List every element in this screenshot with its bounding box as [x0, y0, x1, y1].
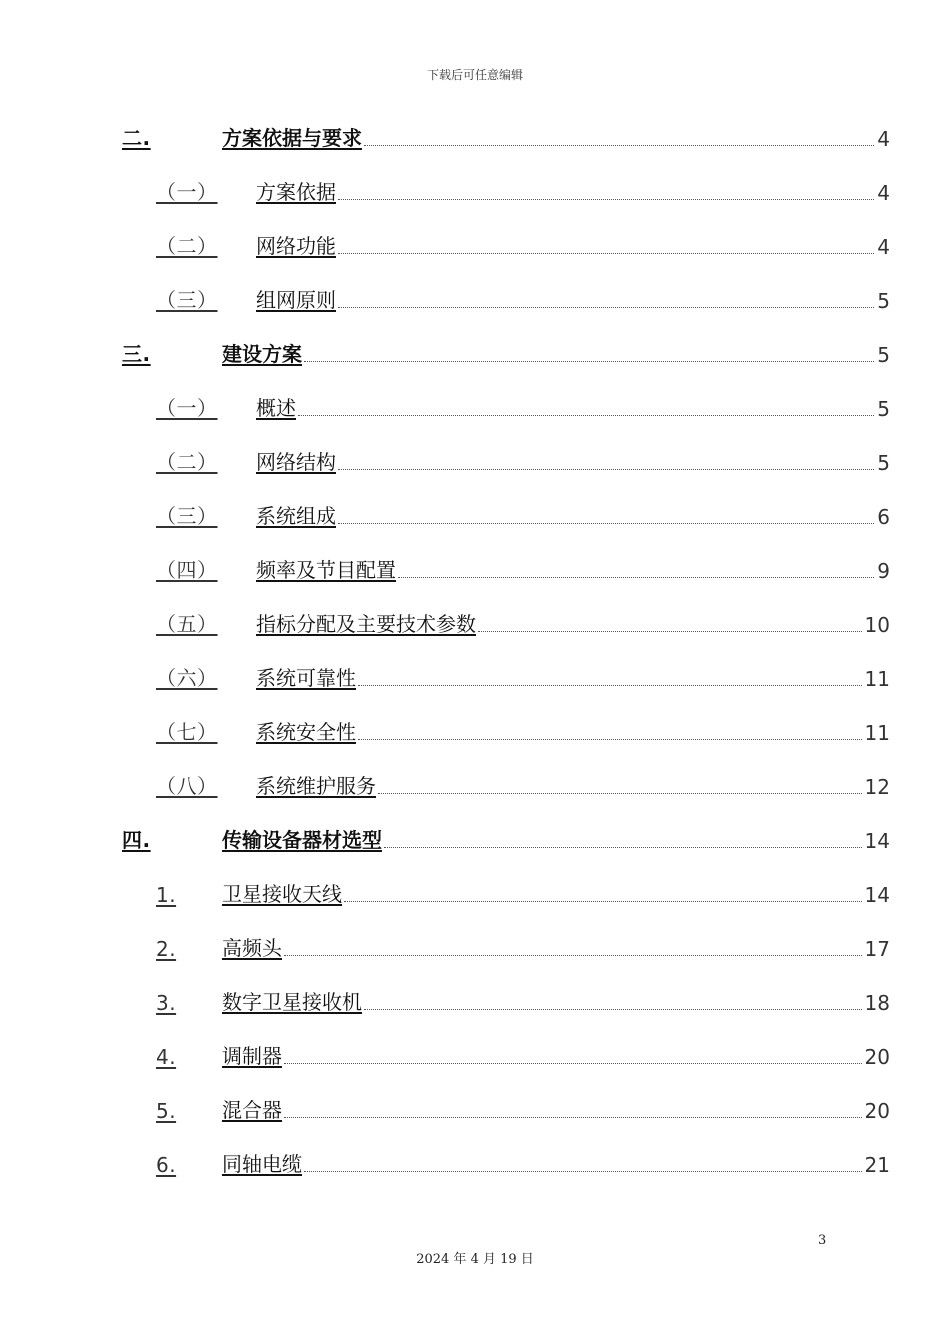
toc-entry-number: （七） [156, 720, 218, 744]
toc-dot-leader [364, 144, 874, 146]
toc-dot-leader [338, 306, 874, 308]
toc-entry-title[interactable]: 建设方案 [222, 342, 302, 366]
toc-entry[interactable] [0, 935, 950, 965]
toc-dot-leader [284, 954, 862, 956]
toc-entry[interactable] [0, 395, 950, 425]
toc-entry-title[interactable]: 调制器 [222, 1044, 282, 1068]
toc-entry-title[interactable]: 传输设备器材选型 [222, 828, 382, 852]
toc-entry-page: 12 [864, 775, 890, 799]
toc-entry[interactable] [0, 179, 950, 209]
toc-entry-title[interactable]: 网络功能 [256, 234, 336, 258]
toc-entry-line [222, 122, 890, 151]
toc-dot-leader [378, 792, 862, 794]
toc-entry[interactable] [0, 881, 950, 911]
toc-entry-title[interactable]: 组网原则 [256, 288, 336, 312]
toc-entry-page: 5 [877, 289, 890, 313]
toc-entry-line [256, 446, 890, 475]
toc-dot-leader [364, 1008, 862, 1010]
toc-entry-line [222, 986, 890, 1015]
toc-entry-line [222, 1040, 890, 1069]
toc-entry-title[interactable]: 指标分配及主要技术参数 [256, 612, 476, 636]
toc-dot-leader [358, 738, 862, 740]
toc-entry-line [256, 230, 890, 259]
toc-entry-number: 5. [156, 1099, 177, 1123]
page-number: 3 [818, 1233, 827, 1248]
toc-entry-line [256, 284, 890, 313]
toc-entry-line [256, 662, 890, 691]
toc-entry-page: 17 [864, 937, 890, 961]
toc-entry-title[interactable]: 系统维护服务 [256, 774, 376, 798]
toc-entry-number: （八） [156, 774, 218, 798]
toc-dot-leader [338, 198, 874, 200]
toc-entry-line [256, 500, 890, 529]
toc-entry-page: 18 [864, 991, 890, 1015]
toc-entry[interactable] [0, 773, 950, 803]
toc-entry-number: 1. [156, 883, 177, 907]
toc-entry-number: （一） [156, 180, 218, 204]
toc-entry-page: 20 [864, 1045, 890, 1069]
toc-entry-page: 14 [864, 829, 890, 853]
toc-entry-page: 11 [864, 667, 890, 691]
toc-entry-line [256, 608, 890, 637]
toc-entry-title[interactable]: 网络结构 [256, 450, 336, 474]
toc-dot-leader [344, 900, 862, 902]
toc-entry[interactable] [0, 449, 950, 479]
toc-dot-leader [304, 1170, 862, 1172]
toc-entry-number: （二） [156, 234, 218, 258]
toc-entry-number: （三） [156, 288, 218, 312]
toc-dot-leader [338, 468, 874, 470]
toc-entry[interactable] [0, 557, 950, 587]
toc-entry-page: 4 [877, 235, 890, 259]
toc-entry-number: 2. [156, 937, 177, 961]
toc-entry-number: （六） [156, 666, 218, 690]
toc-dot-leader [304, 360, 874, 362]
toc-entry-page: 9 [877, 559, 890, 583]
toc-entry-line [222, 824, 890, 853]
toc-entry-title[interactable]: 高频头 [222, 936, 282, 960]
toc-entry-line [256, 392, 890, 421]
toc-entry-title[interactable]: 系统组成 [256, 504, 336, 528]
toc-entry[interactable] [0, 665, 950, 695]
toc-entry[interactable] [0, 611, 950, 641]
toc-entry-page: 5 [877, 343, 890, 367]
toc-entry-page: 4 [877, 127, 890, 151]
toc-entry-line [256, 716, 890, 745]
toc-dot-leader [338, 522, 874, 524]
toc-dot-leader [478, 630, 862, 632]
toc-entry-page: 20 [864, 1099, 890, 1123]
toc-entry-line [222, 932, 890, 961]
toc-entry-page: 5 [877, 397, 890, 421]
toc-entry-line [256, 770, 890, 799]
toc-entry-title[interactable]: 同轴电缆 [222, 1152, 302, 1176]
toc-entry[interactable] [0, 287, 950, 317]
toc-entry-title[interactable]: 数字卫星接收机 [222, 990, 362, 1014]
toc-entry-page: 21 [864, 1153, 890, 1177]
toc-entry-title[interactable]: 系统安全性 [256, 720, 356, 744]
toc-entry-number: （一） [156, 396, 218, 420]
toc-entry-page: 11 [864, 721, 890, 745]
toc-entry[interactable] [0, 1097, 950, 1127]
toc-entry-number: 四. [122, 828, 151, 852]
toc-entry[interactable] [0, 233, 950, 263]
toc-entry-line [222, 878, 890, 907]
toc-entry-page: 4 [877, 181, 890, 205]
toc-entry-number: 二. [122, 126, 151, 150]
toc-entry-page: 5 [877, 451, 890, 475]
toc-entry[interactable] [0, 1151, 950, 1181]
toc-entry-title[interactable]: 频率及节目配置 [256, 558, 396, 582]
toc-entry-number: （四） [156, 558, 218, 582]
toc-entry-page: 14 [864, 883, 890, 907]
toc-entry[interactable] [0, 827, 950, 857]
toc-entry-page: 6 [877, 505, 890, 529]
toc-entry-title[interactable]: 混合器 [222, 1098, 282, 1122]
toc-entry-title[interactable]: 系统可靠性 [256, 666, 356, 690]
toc-entry[interactable] [0, 503, 950, 533]
toc-entry-number: 3. [156, 991, 177, 1015]
toc-entry-line [256, 554, 890, 583]
toc-entry-title[interactable]: 方案依据 [256, 180, 336, 204]
toc-entry-line [222, 1094, 890, 1123]
toc-entry-number: 4. [156, 1045, 177, 1069]
page-header: 下载后可任意编辑 [426, 68, 523, 82]
toc-entry-number: 6. [156, 1153, 177, 1177]
toc-entry[interactable] [0, 125, 950, 155]
toc-dot-leader [338, 252, 874, 254]
toc-entry[interactable] [0, 341, 950, 371]
toc-entry-page: 10 [864, 613, 890, 637]
toc-dot-leader [284, 1116, 862, 1118]
toc-entry[interactable] [0, 1043, 950, 1073]
footer-date: 2024 年 4 月 19 日 [416, 1252, 534, 1267]
toc-dot-leader [384, 846, 862, 848]
toc-entry-number: （二） [156, 450, 218, 474]
toc-entry-title[interactable]: 方案依据与要求 [222, 126, 362, 150]
toc-dot-leader [298, 414, 874, 416]
toc-entry[interactable] [0, 719, 950, 749]
toc-entry-number: 三. [122, 342, 151, 366]
toc-entry-line [222, 1148, 890, 1177]
toc-entry-line [256, 176, 890, 205]
toc-entry-title[interactable]: 卫星接收天线 [222, 882, 342, 906]
toc-entry[interactable] [0, 989, 950, 1019]
toc-entry-number: （三） [156, 504, 218, 528]
toc-dot-leader [358, 684, 862, 686]
toc-entry-title[interactable]: 概述 [256, 396, 296, 420]
toc-entry-line [222, 338, 890, 367]
toc-dot-leader [284, 1062, 862, 1064]
toc-dot-leader [398, 576, 874, 578]
toc-entry-number: （五） [156, 612, 218, 636]
